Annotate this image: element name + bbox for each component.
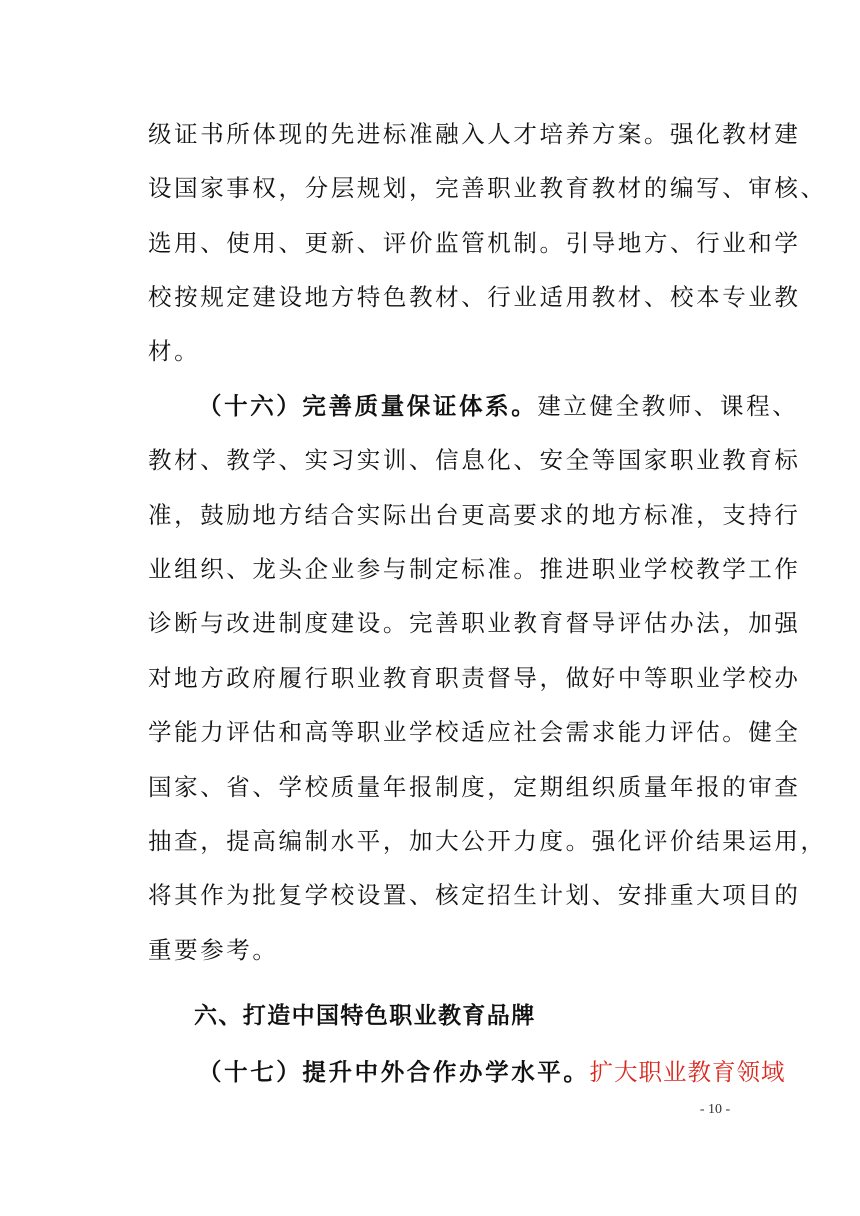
paragraph-line: 国家、省、学校质量年报制度，定期组织质量年报的审查 bbox=[148, 773, 801, 801]
paragraph-line: 诊断与改进制度建设。完善职业教育督导评估办法，加强 bbox=[148, 609, 801, 637]
paragraph-line: 学能力评估和高等职业学校适应社会需求能力评估。健全 bbox=[148, 718, 801, 746]
section-16-title: （十六）完善质量保证体系。 bbox=[198, 392, 538, 420]
section-17-title: （十七）提升中外合作办学水平。 bbox=[198, 1058, 590, 1086]
paragraph-line: 重要参考。 bbox=[148, 936, 279, 964]
section-16-first-line bbox=[198, 386, 799, 426]
section-17-first-line bbox=[198, 1052, 788, 1092]
page-number: - 10 - bbox=[699, 1102, 731, 1117]
paragraph-line: 级证书所体现的先进标准融入人才培养方案。强化教材建 bbox=[148, 120, 801, 148]
section-17-highlight: 扩大职业教育领域 bbox=[589, 1058, 786, 1086]
paragraph-line: 材。 bbox=[148, 337, 201, 365]
paragraph-line: 抽查，提高编制水平，加大公开力度。强化评价结果运用， bbox=[148, 827, 827, 855]
paragraph-line: 将其作为批复学校设置、核定招生计划、安排重大项目的 bbox=[148, 881, 801, 909]
paragraph-line: 业组织、龙头企业参与制定标准。推进职业学校教学工作 bbox=[148, 555, 801, 583]
section-16-text: 建立健全教师、课程、 bbox=[537, 392, 799, 420]
paragraph-line: 设国家事权，分层规划，完善职业教育教材的编写、审核、 bbox=[148, 174, 827, 202]
paragraph-line: 准，鼓励地方结合实际出台更高要求的地方标准，支持行 bbox=[148, 501, 801, 529]
paragraph-line: 教材、教学、实习实训、信息化、安全等国家职业教育标 bbox=[148, 446, 801, 474]
paragraph-line: 对地方政府履行职业教育职责督导，做好中等职业学校办 bbox=[148, 664, 801, 692]
paragraph-line: 选用、使用、更新、评价监管机制。引导地方、行业和学 bbox=[148, 229, 801, 257]
paragraph-line: 校按规定建设地方特色教材、行业适用教材、校本专业教 bbox=[148, 283, 801, 311]
section-heading-6: 六、打造中国特色职业教育品牌 bbox=[194, 1003, 536, 1029]
